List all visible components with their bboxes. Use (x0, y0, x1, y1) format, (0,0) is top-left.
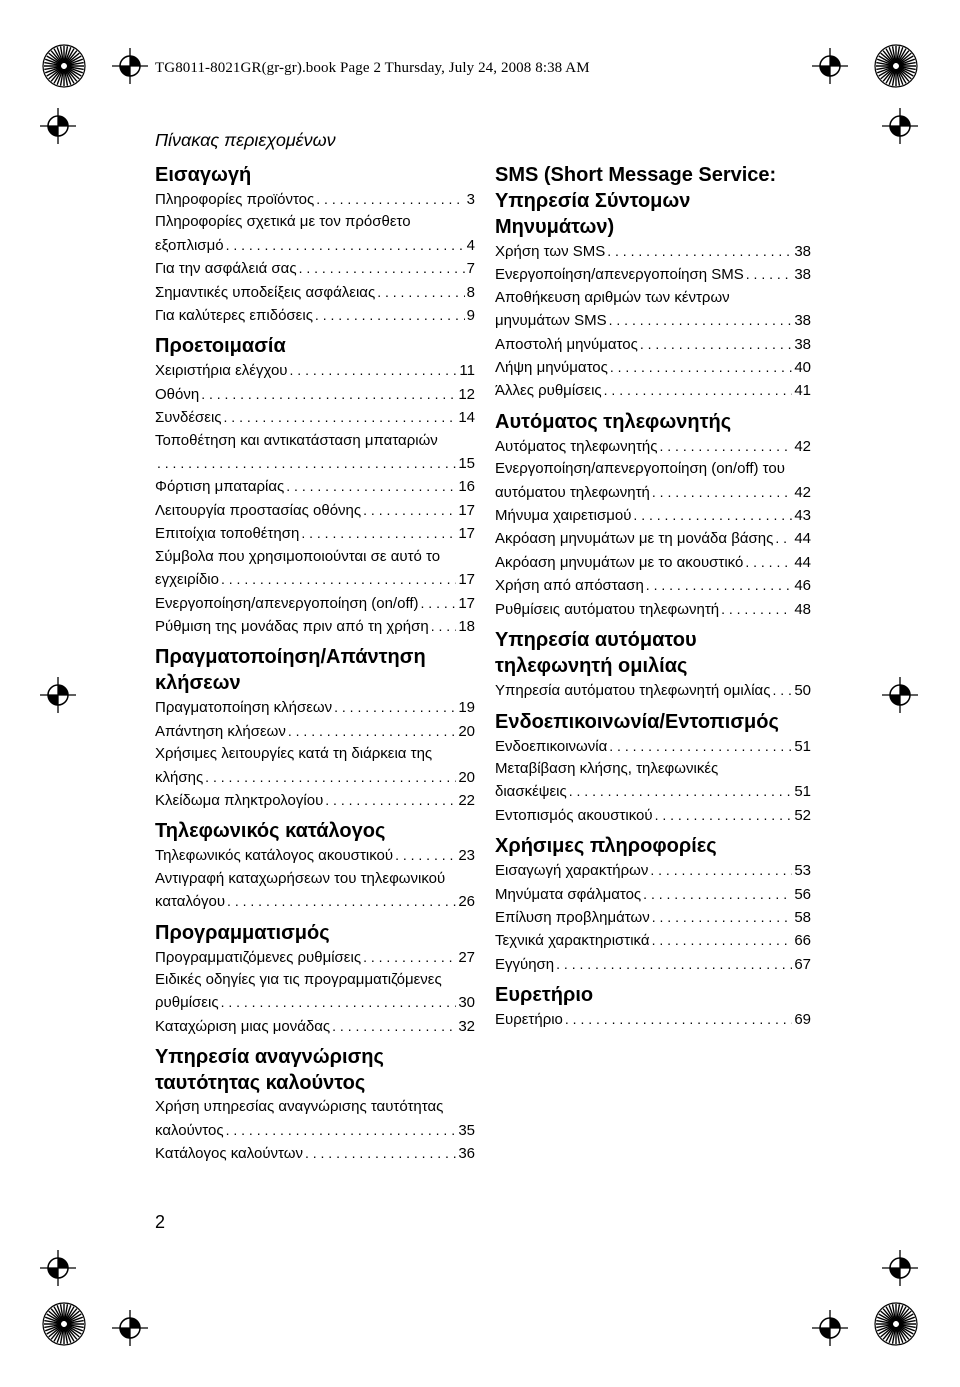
toc-entry-page: 14 (458, 409, 475, 427)
toc-entry-page: 18 (458, 617, 475, 635)
section-heading: SMS (Short Message Service: Υπηρεσία Σύντομων Μηνυμάτων) (495, 164, 777, 238)
dot-leader (569, 780, 793, 802)
toc-entry-page: 40 (794, 359, 811, 377)
toc-entry-title: Συνδέσεις (155, 409, 222, 427)
toc-entry-title: Λήψη μηνύματος (495, 359, 608, 377)
toc-entry-title: Ευρετήριο (495, 1011, 563, 1029)
dot-leader (650, 859, 792, 881)
dot-leader (221, 991, 457, 1013)
toc-entry-title: Προγραμματιζόμενες ρυθμίσεις (155, 948, 362, 966)
toc-entry[interactable] (155, 1142, 475, 1165)
section-heading: Πραγματοποίηση/Απάντηση κλήσεων (155, 646, 426, 695)
toc-entry[interactable] (155, 696, 475, 719)
toc-left-column (155, 160, 475, 1165)
crosshair-mark-icon (882, 1250, 918, 1286)
page-title: Πίνακας περιεχομένων (155, 130, 336, 150)
toc-entry-page: 30 (458, 994, 475, 1012)
toc-entry-page: 17 (458, 501, 475, 519)
toc-entry[interactable] (495, 356, 811, 379)
toc-entry[interactable] (155, 1096, 475, 1142)
toc-entry-title: διασκέψεις (495, 783, 567, 801)
toc-entry-title: κλήσης (155, 768, 204, 786)
dot-leader (226, 234, 465, 256)
dot-leader (556, 953, 792, 975)
toc-entry[interactable] (495, 883, 811, 906)
toc-entry-title: Πραγματοποίηση κλήσεων (155, 699, 333, 717)
toc-entry[interactable] (495, 1008, 811, 1031)
toc-right-column (495, 160, 811, 1032)
toc-entry-title-line: Αποθήκευση αριθμών των κέντρων (495, 288, 730, 306)
toc-entry-title: Αυτόματος τηλεφωνητής (495, 437, 658, 455)
dot-leader (609, 309, 793, 331)
toc-entry[interactable] (495, 240, 811, 263)
toc-entry-title: Ενεργοποίηση/απενεργοποίηση SMS (495, 266, 744, 284)
toc-entry[interactable] (155, 946, 475, 969)
toc-entry-title: Εγγύηση (495, 955, 555, 973)
toc-entry-page: 38 (794, 266, 811, 284)
toc-entry[interactable] (155, 844, 475, 867)
toc-entry[interactable] (495, 551, 811, 574)
toc-entry-page: 8 (466, 283, 475, 301)
toc-entry[interactable] (495, 735, 811, 758)
toc-entry[interactable] (155, 475, 475, 498)
toc-entry[interactable] (155, 188, 475, 211)
toc-entry[interactable] (155, 1015, 475, 1038)
dot-leader (640, 333, 793, 355)
toc-entry-title: καταλόγου (155, 893, 226, 911)
dot-leader (421, 592, 457, 614)
toc-entry-page: 17 (458, 571, 475, 589)
toc-entry[interactable] (495, 333, 811, 356)
toc-entry-page: 12 (458, 385, 475, 403)
toc-entry-title-line: Αντιγραφή καταχωρήσεων του τηλεφωνικού (155, 869, 446, 887)
toc-entry-title: Μηνύματα σφάλματος (495, 885, 642, 903)
dot-leader (332, 1015, 456, 1037)
dot-leader (395, 844, 456, 866)
toc-entry-title: Πληροφορίες προϊόντος (155, 191, 315, 208)
toc-entry-title: εγχειρίδιο (155, 571, 219, 589)
toc-entry-page: 67 (794, 955, 811, 973)
crosshair-mark-icon (812, 1310, 848, 1346)
toc-entry-page: 35 (458, 1121, 475, 1139)
dot-leader (659, 435, 792, 457)
toc-entry-title: καλούντος (155, 1121, 224, 1139)
dot-leader (431, 615, 457, 637)
toc-entry-title: Ρύθμιση της μονάδας πριν από τη χρήση (155, 617, 429, 635)
dot-leader (745, 551, 792, 573)
toc-entry-page: 20 (458, 722, 475, 740)
toc-entry-page: 44 (794, 530, 811, 548)
toc-entry-page: 46 (794, 577, 811, 595)
toc-entry-title: Για την ασφάλειά σας (155, 260, 297, 278)
section-heading: Τηλεφωνικός κατάλογος (155, 820, 386, 843)
toc-entry-page: 3 (466, 191, 475, 208)
crosshair-mark-icon (882, 108, 918, 144)
toc-entry-page: 19 (458, 699, 475, 717)
dot-leader (377, 281, 464, 303)
toc-entry-page: 27 (458, 948, 475, 966)
dot-leader (609, 735, 792, 757)
toc-entry-page: 16 (458, 478, 475, 496)
dot-leader (286, 475, 456, 497)
toc-entry[interactable] (495, 458, 811, 504)
toc-entry-title: Υπηρεσία αυτόματου τηλεφωνητή ομιλίας (495, 682, 771, 700)
registration-target-icon (872, 1300, 920, 1348)
toc-entry[interactable] (155, 546, 475, 592)
toc-entry-title: Ρυθμίσεις αυτόματου τηλεφωνητή (495, 600, 720, 618)
toc-entry-title: Αποστολή μηνύματος (495, 335, 638, 353)
toc-entry-page: 42 (794, 483, 811, 501)
toc-entry-title: Ακρόαση μηνυμάτων με το ακουστικό (495, 553, 744, 571)
dot-leader (334, 696, 456, 718)
toc-entry-page: 36 (458, 1145, 475, 1162)
toc-entry[interactable] (155, 499, 475, 522)
toc-entry-title: Χρήση από απόσταση (495, 577, 644, 595)
toc-entry[interactable] (155, 868, 475, 914)
toc-entry-title: Επιτοίχια τοποθέτηση (155, 525, 300, 543)
toc-entry[interactable] (155, 969, 475, 1015)
toc-entry[interactable] (495, 758, 811, 804)
toc-entry-page: 38 (794, 312, 811, 330)
dot-leader (646, 574, 793, 596)
crosshair-mark-icon (112, 1310, 148, 1346)
section-heading: Υπηρεσία αναγνώρισης ταυτότητας καλούντος (155, 1046, 384, 1095)
page-number: 2 (155, 1212, 166, 1232)
toc-entry-title: Σημαντικές υποδείξεις ασφάλειας (155, 283, 376, 301)
crosshair-mark-icon (812, 48, 848, 84)
toc-entry[interactable] (155, 430, 475, 476)
dot-leader (325, 789, 456, 811)
toc-entry-title-line: Ειδικές οδηγίες για τις προγραμματιζόμενες (155, 970, 442, 988)
toc-entry[interactable] (495, 953, 811, 976)
toc-entry-title: Τεχνικά χαρακτηριστικά (495, 932, 650, 950)
toc-entry[interactable] (495, 263, 811, 286)
toc-entry-page: 17 (458, 594, 475, 612)
toc-entry-title: Κλείδωμα πληκτρολογίου (155, 791, 324, 809)
section-heading: Προγραμματισμός (155, 921, 330, 944)
toc-entry-title: Εντοπισμός ακουστικού (495, 806, 653, 824)
toc-entry[interactable] (155, 406, 475, 429)
toc-entry-title: Απάντηση κλήσεων (155, 722, 286, 740)
toc-entry[interactable] (155, 211, 475, 257)
toc-entry-page: 53 (794, 862, 811, 880)
toc-entry-title: Καταχώριση μιας μονάδας (155, 1017, 331, 1035)
dot-leader (299, 257, 465, 279)
toc-entry-page: 9 (466, 307, 475, 325)
toc-entry-page: 41 (794, 382, 811, 400)
section-heading: Ενδοεπικοινωνία/Εντοπισμός (495, 710, 779, 733)
dot-leader (721, 598, 792, 620)
toc-entry-page: 23 (458, 847, 475, 865)
dot-leader (772, 679, 792, 701)
toc-entry-title: Επίλυση προβλημάτων (495, 908, 650, 926)
toc-entry-title: Εισαγωγή χαρακτήρων (495, 862, 649, 880)
dot-leader (746, 263, 793, 285)
toc-entry-page: 51 (794, 737, 811, 755)
dot-leader (363, 499, 456, 521)
toc-entry-title: Κατάλογος καλούντων (155, 1145, 303, 1162)
toc-entry[interactable] (155, 522, 475, 545)
toc-entry-title: Οθόνη (155, 385, 200, 403)
section-heading: Υπηρεσία αυτόματου τηλεφωνητή ομιλίας (495, 629, 697, 678)
toc-entry-title: Λειτουργία προστασίας οθόνης (155, 501, 362, 519)
dot-leader (633, 504, 792, 526)
dot-leader (290, 359, 458, 381)
toc-entry[interactable] (155, 383, 475, 406)
toc-entry-title: Χειριστήρια ελέγχου (155, 362, 288, 380)
toc-entry[interactable] (495, 287, 811, 333)
toc-entry-title: Ενεργοποίηση/απενεργοποίηση (on/off) (155, 594, 419, 612)
section-heading: Αυτόματος τηλεφωνητής (495, 410, 732, 433)
toc-entry[interactable] (155, 304, 475, 327)
dot-leader (157, 452, 456, 474)
dot-leader (305, 1142, 456, 1164)
print-header: TG8011-8021GR(gr-gr).book Page 2 Thursday, July 24, 2008 8:38 AM (155, 60, 590, 76)
dot-leader (652, 929, 793, 951)
toc-entry-title-line: Χρήση υπηρεσίας αναγνώρισης ταυτότητας (155, 1098, 444, 1116)
dot-leader (652, 481, 792, 503)
toc-entry-page: 43 (794, 507, 811, 525)
registration-target-icon (40, 1300, 88, 1348)
toc-entry-page: 4 (466, 236, 475, 254)
toc-entry[interactable] (495, 379, 811, 402)
toc-entry-title-line: Ενεργοποίηση/απενεργοποίηση (on/off) του (495, 460, 785, 478)
section-heading: Εισαγωγή (155, 164, 252, 186)
toc-entry-title: Ακρόαση μηνυμάτων με τη μονάδα βάσης (495, 530, 774, 548)
dot-leader (652, 906, 793, 928)
toc-entry-page: 20 (458, 768, 475, 786)
crosshair-mark-icon (40, 1250, 76, 1286)
toc-entry[interactable] (495, 906, 811, 929)
crosshair-mark-icon (112, 48, 148, 84)
dot-leader (607, 240, 792, 262)
dot-leader (227, 890, 456, 912)
dot-leader (363, 946, 456, 968)
toc-entry-page: 38 (794, 335, 811, 353)
toc-entry[interactable] (155, 720, 475, 743)
toc-entry-page: 66 (794, 932, 811, 950)
dot-leader (315, 304, 465, 326)
toc-entry-title: Μήνυμα χαιρετισμού (495, 507, 632, 525)
dot-leader (643, 883, 792, 905)
toc-entry-title: Τηλεφωνικός κατάλογος ακουστικού (155, 847, 394, 865)
toc-entry[interactable] (155, 743, 475, 789)
dot-leader (604, 379, 793, 401)
dot-leader (316, 188, 464, 210)
toc-entry-title-line: Πληροφορίες σχετικά με τον πρόσθετο (155, 213, 411, 231)
toc-entry[interactable] (495, 859, 811, 882)
toc-entry-page: 42 (794, 437, 811, 455)
toc-entry[interactable] (495, 679, 811, 702)
toc-entry[interactable] (495, 598, 811, 621)
toc-entry[interactable] (155, 257, 475, 280)
toc-entry[interactable] (155, 281, 475, 304)
section-heading: Προετοιμασία (155, 335, 286, 358)
toc-entry-title: εξοπλισμό (155, 236, 224, 254)
toc-entry-page: 56 (794, 885, 811, 903)
dot-leader (221, 568, 456, 590)
dot-leader (301, 522, 456, 544)
toc-entry-page: 38 (794, 243, 811, 260)
toc-entry[interactable] (155, 592, 475, 615)
toc-entry[interactable] (495, 435, 811, 458)
dot-leader (610, 356, 792, 378)
registration-target-icon (872, 42, 920, 90)
dot-leader (565, 1008, 792, 1030)
registration-target-icon (40, 42, 88, 90)
toc-entry[interactable] (155, 615, 475, 638)
toc-entry[interactable] (495, 804, 811, 827)
dot-leader (205, 766, 456, 788)
toc-entry[interactable] (495, 504, 811, 527)
section-heading: Χρήσιμες πληροφορίες (495, 835, 717, 858)
toc-entry-page: 22 (458, 791, 475, 809)
dot-leader (775, 527, 792, 549)
toc-entry-title-line: Σύμβολα που χρησιμοποιούνται σε αυτό το (155, 547, 441, 565)
toc-entry[interactable] (495, 527, 811, 550)
crosshair-mark-icon (882, 677, 918, 713)
toc-entry-page: 52 (794, 806, 811, 824)
toc-entry-page: 15 (458, 455, 475, 473)
toc-entry-page: 69 (794, 1011, 811, 1029)
toc-entry-page: 44 (794, 553, 811, 571)
toc-entry-title: Χρήση των SMS (495, 243, 606, 260)
dot-leader (655, 804, 793, 826)
section-heading: Ευρετήριο (495, 984, 594, 1007)
toc-entry-page: 26 (458, 893, 475, 911)
toc-entry[interactable] (495, 929, 811, 952)
toc-entry-title: Φόρτιση μπαταρίας (155, 478, 285, 496)
toc-entry-page: 51 (794, 783, 811, 801)
toc-entry-title-line: Τοποθέτηση και αντικατάσταση μπαταριών (155, 431, 438, 449)
toc-entry[interactable] (155, 359, 475, 382)
toc-entry-title: αυτόματου τηλεφωνητή (495, 483, 650, 501)
toc-entry-title: ρυθμίσεις (155, 994, 219, 1012)
toc-entry-page: 48 (794, 600, 811, 618)
toc-entry-title: Για καλύτερες επιδόσεις (155, 307, 313, 325)
dot-leader (226, 1119, 457, 1141)
toc-entry-page: 11 (459, 362, 475, 380)
crosshair-mark-icon (40, 108, 76, 144)
toc-entry-page: 7 (466, 260, 475, 278)
toc-entry-page: 50 (794, 682, 811, 700)
dot-leader (224, 406, 457, 428)
toc-entry-page: 17 (458, 525, 475, 543)
toc-entry-page: 32 (458, 1017, 475, 1035)
toc-entry-page: 58 (794, 908, 811, 926)
toc-entry[interactable] (495, 574, 811, 597)
dot-leader (288, 720, 456, 742)
toc-entry-title: μηνυμάτων SMS (495, 312, 607, 330)
toc-entry-title: Άλλες ρυθμίσεις (495, 382, 602, 400)
dot-leader (201, 383, 456, 405)
toc-entry[interactable] (155, 789, 475, 812)
toc-entry-title-line: Χρήσιμες λειτουργίες κατά τη διάρκεια της (155, 745, 433, 763)
toc-entry-title-line: Μεταβίβαση κλήσης, τηλεφωνικές (495, 759, 719, 777)
toc-entry-title: Ενδοεπικοινωνία (495, 737, 608, 755)
crosshair-mark-icon (40, 677, 76, 713)
